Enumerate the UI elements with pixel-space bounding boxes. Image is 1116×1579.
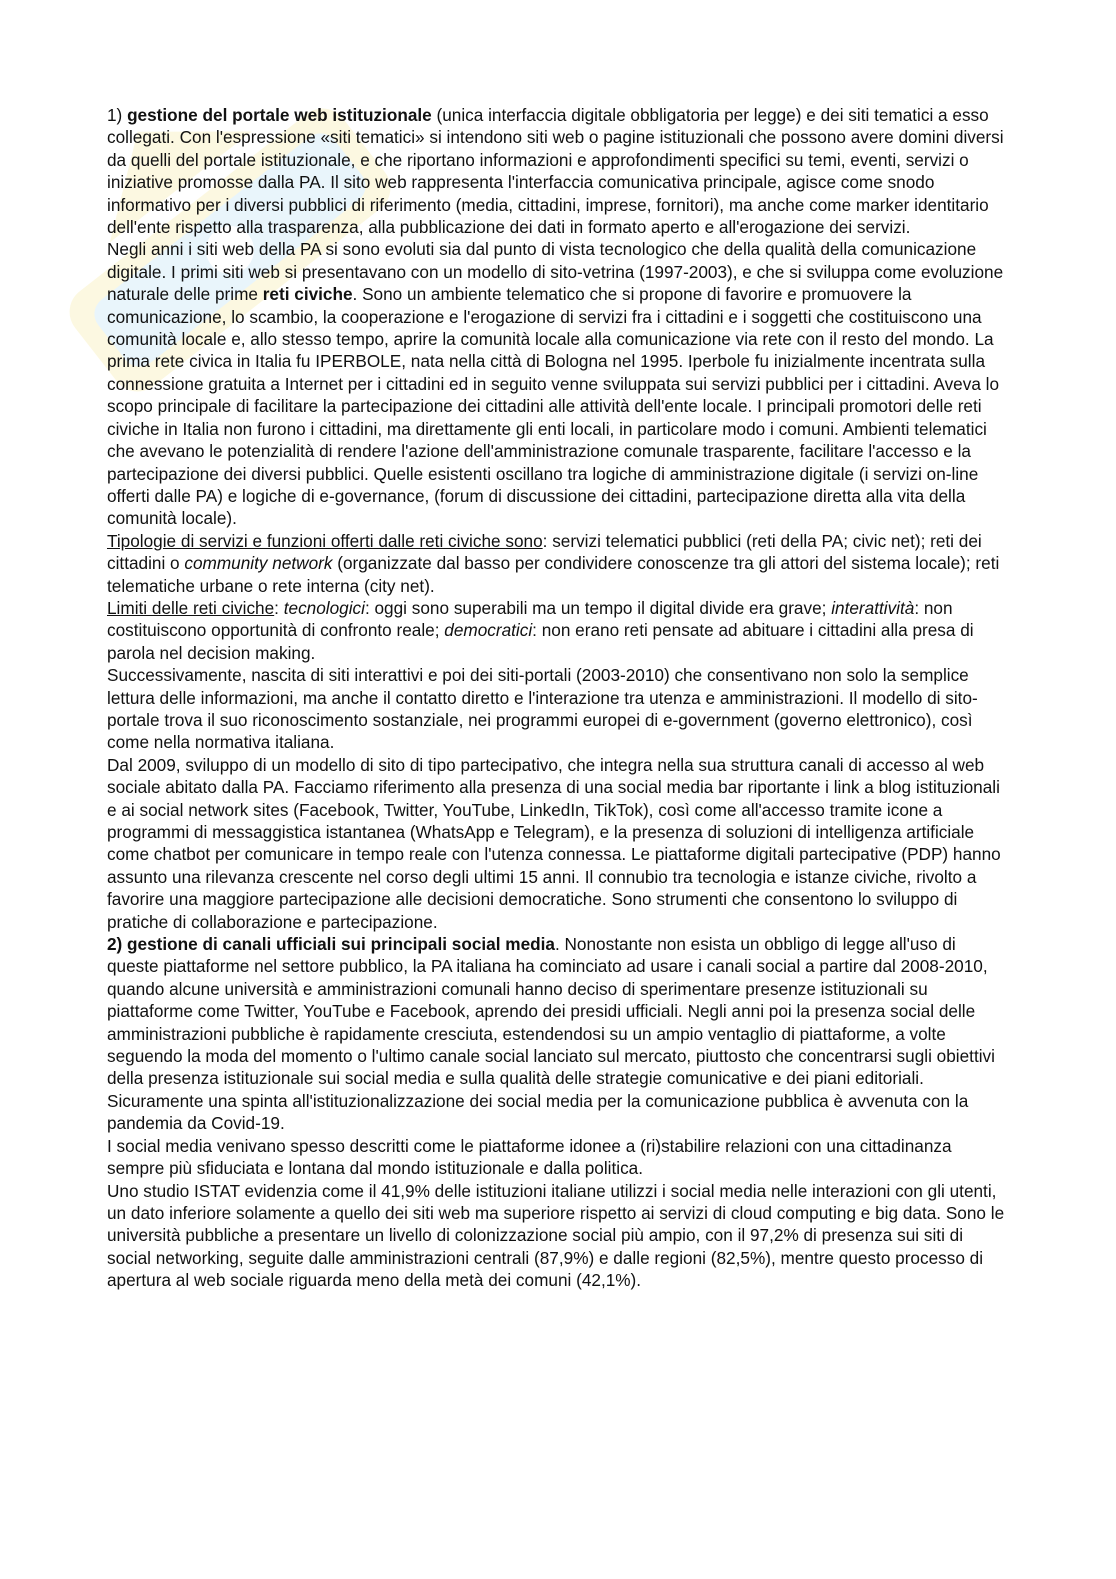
term-democratici: democratici: [444, 620, 533, 641]
text-run: : non costituiscono opportunità di confronto reale;: [107, 597, 953, 641]
text-run: :: [274, 597, 284, 618]
heading-social-media: 2) gestione di canali ufficiali sui principali social media: [107, 934, 555, 955]
subheading-tipologie: Tipologie di servizi e funzioni offerti dalle reti civiche sono: [107, 530, 543, 551]
paragraph-relazioni: I social media venivano spesso descritti come le piattaforme idonee a (ri)stabilire relazioni con una cittadinanza sempre più sfiduciata e lontana dal mondo istituzionale e dalla politica.: [107, 1135, 952, 1179]
paragraph-portale: [107, 104, 1007, 238]
paragraph-siti-evoluzione: [107, 238, 1007, 529]
term-interattivita: interattività: [831, 597, 915, 618]
paragraph-social-media: [107, 933, 1007, 1135]
text-run: . Sono un ambiente telematico che si propone di favorire e promuovere la comunicazione, lo scambio, la cooperazione e l'erogazione di servizi fra i cittadini e i soggetti che costituiscono una comunità locale e, allo stesso tempo, aprire la comunità locale alla comunicazione via rete con il resto del mondo. La prima rete civica in Italia fu IPERBOLE, nata nella città di Bologna nel 1995. Iperbole fu inizialmente incentrata sulla connessione gratuita a Internet per i cittadini ed in seguito venne sviluppata sui servizi pubblici per i cittadini. Aveva lo scopo principale di facilitare la partecipazione dei cittadini alle attività dell'ente locale. I principali promotori delle reti civiche in Italia non furono i cittadini, ma direttamente gli enti locali, in particolare modo i comuni. Ambienti telematici che avevano le potenzialità di rendere l'azione dell'amministrazione comunale trasparente, facilitare l'accesso e la partecipazione dei diversi pubblici. Quelle esistenti oscillano tra logiche di amministrazione digitale (i servizi on-line offerti dalle PA) e logiche di e-governance, (forum di discussione dei cittadini, partecipazione diretta alla vita della comunità locale).: [107, 284, 1000, 529]
text-run: . Nonostante non esista un obbligo di legge all'uso di queste piattaforme nel settore pubblico, la PA italiana ha cominciato ad usare i canali social a partire dal 2008-2010, quando alcune università e amministrazioni comunali hanno deciso di sperimentare presenze istituzionali su piattaforme come Twitter, YouTube e Facebook, aprendo dei presidi ufficiali. Negli anni poi la presenza social delle amministrazioni pubbliche è rapidamente cresciuta, estendendosi su un ampio ventaglio di piattaforme, a volte seguendo la moda del momento o l'ultimo canale social lanciato sul mercato, piuttosto che concentrarsi sugli obiettivi della presenza istituzionale sui social media e sulla qualità delle strategie comunicative e dei piani editoriali. Sicuramente una spinta all'istituzionalizzazione dei social media per la comunicazione pubblica è avvenuta con la pandemia da Covid-19.: [107, 934, 995, 1134]
text-run: : oggi sono superabili ma un tempo il digital divide era grave;: [364, 597, 832, 618]
paragraph-siti-portali: Successivamente, nascita di siti interattivi e poi dei siti-portali (2003-2010) che consentivano non solo la semplice lettura delle informazioni, ma anche il contatto diretto e l'interazione tra utenza e amministrazioni. Il modello di sito-portale trova il suo riconoscimento sostanziale, nei programmi europei di e-government (governo elettronico), così come nella normativa italiana.: [107, 665, 978, 753]
subheading-limiti: Limiti delle reti civiche: [107, 597, 275, 618]
term-tecnologici: tecnologici: [283, 597, 365, 618]
paragraph-istat: Uno studio ISTAT evidenzia come il 41,9% delle istituzioni italiane utilizzi i social media nelle interazioni con gli utenti, un dato inferiore solamente a quello dei siti web ma superiore rispetto ai servizi di cloud computing e big data. Sono le università pubbliche a presentare un livello di colonizzazione social più ampio, con il 97,2% di presenza sui siti di social networking, seguite dalle amministrazioni centrali (87,9%) e dalle regioni (82,5%), mentre questo processo di apertura al web sociale riguarda meno della metà dei comuni (42,1%).: [107, 1180, 1005, 1291]
text-run: Negli anni i siti web della PA si sono evoluti sia dal punto di vista tecnologico che della qualità della comunicazione digitale. I primi siti web si presentavano con un modello di sito-vetrina (1997-2003), e che si sviluppa come evoluzione naturale delle prime: [107, 239, 1004, 305]
heading-portale: gestione del portale web istituzionale: [127, 105, 432, 125]
text-run: (organizzate dal basso per condividere conoscenze tra gli attori del sistema locale); reti telematiche urbane o rete interna (city net).: [107, 553, 1000, 596]
paragraph-limiti: [107, 597, 1007, 664]
document-body: [107, 104, 1007, 1292]
text-run: : non erano reti pensate ad abituare i cittadini alla presa di parola nel decision making.: [107, 620, 974, 663]
text-run: 1): [107, 105, 128, 125]
term-community-network: community network: [184, 553, 333, 574]
paragraph-tipologie: [107, 530, 1007, 597]
term-reti-civiche: reti civiche: [262, 284, 353, 305]
text-run: (unica interfaccia digitale obbligatoria per legge) e dei siti tematici a esso collegati. Con l'espressione «siti tematici» si intendono siti web o pagine istituzionali che possono avere domini diversi da quelli del portale istituzionale, e che riportano informazioni e approfondimenti specifici su temi, eventi, servizi o iniziative promosse dalla PA. Il sito web rappresenta l'interfaccia comunicativa principale, agisce come snodo informativo per i diversi pubblici di riferimento (media, cittadini, imprese, fornitori), ma anche come marker identitario dell'ente rispetto alla trasparenza, alla pubblicazione dei dati in formato aperto e all'erogazione dei servizi.: [107, 105, 1004, 238]
paragraph-sito-partecipativo: Dal 2009, sviluppo di un modello di sito di tipo partecipativo, che integra nella sua struttura canali di accesso al web sociale abitato dalla PA. Facciamo riferimento alla presenza di una social media bar riportante i link a blog istituzionali e ai social network sites (Facebook, Twitter, YouTube, LinkedIn, TikTok), così come all'accesso tramite icone a programmi di messaggistica istantanea (WhatsApp e Telegram), e la presenza di soluzioni di intelligenza artificiale come chatbot per comunicare in tempo reale con l'utenza connessa. Le piattaforme digitali partecipative (PDP) hanno assunto una rilevanza crescente nel corso degli ultimi 15 anni. Il connubio tra tecnologia e istanze civiche, rivolto a favorire una maggiore partecipazione alle decisioni democratiche. Sono strumenti che consentono lo sviluppo di pratiche di collaborazione e partecipazione.: [107, 754, 1001, 932]
text-run: : servizi telematici pubblici (reti della PA; civic net); reti dei cittadini o: [107, 530, 982, 574]
